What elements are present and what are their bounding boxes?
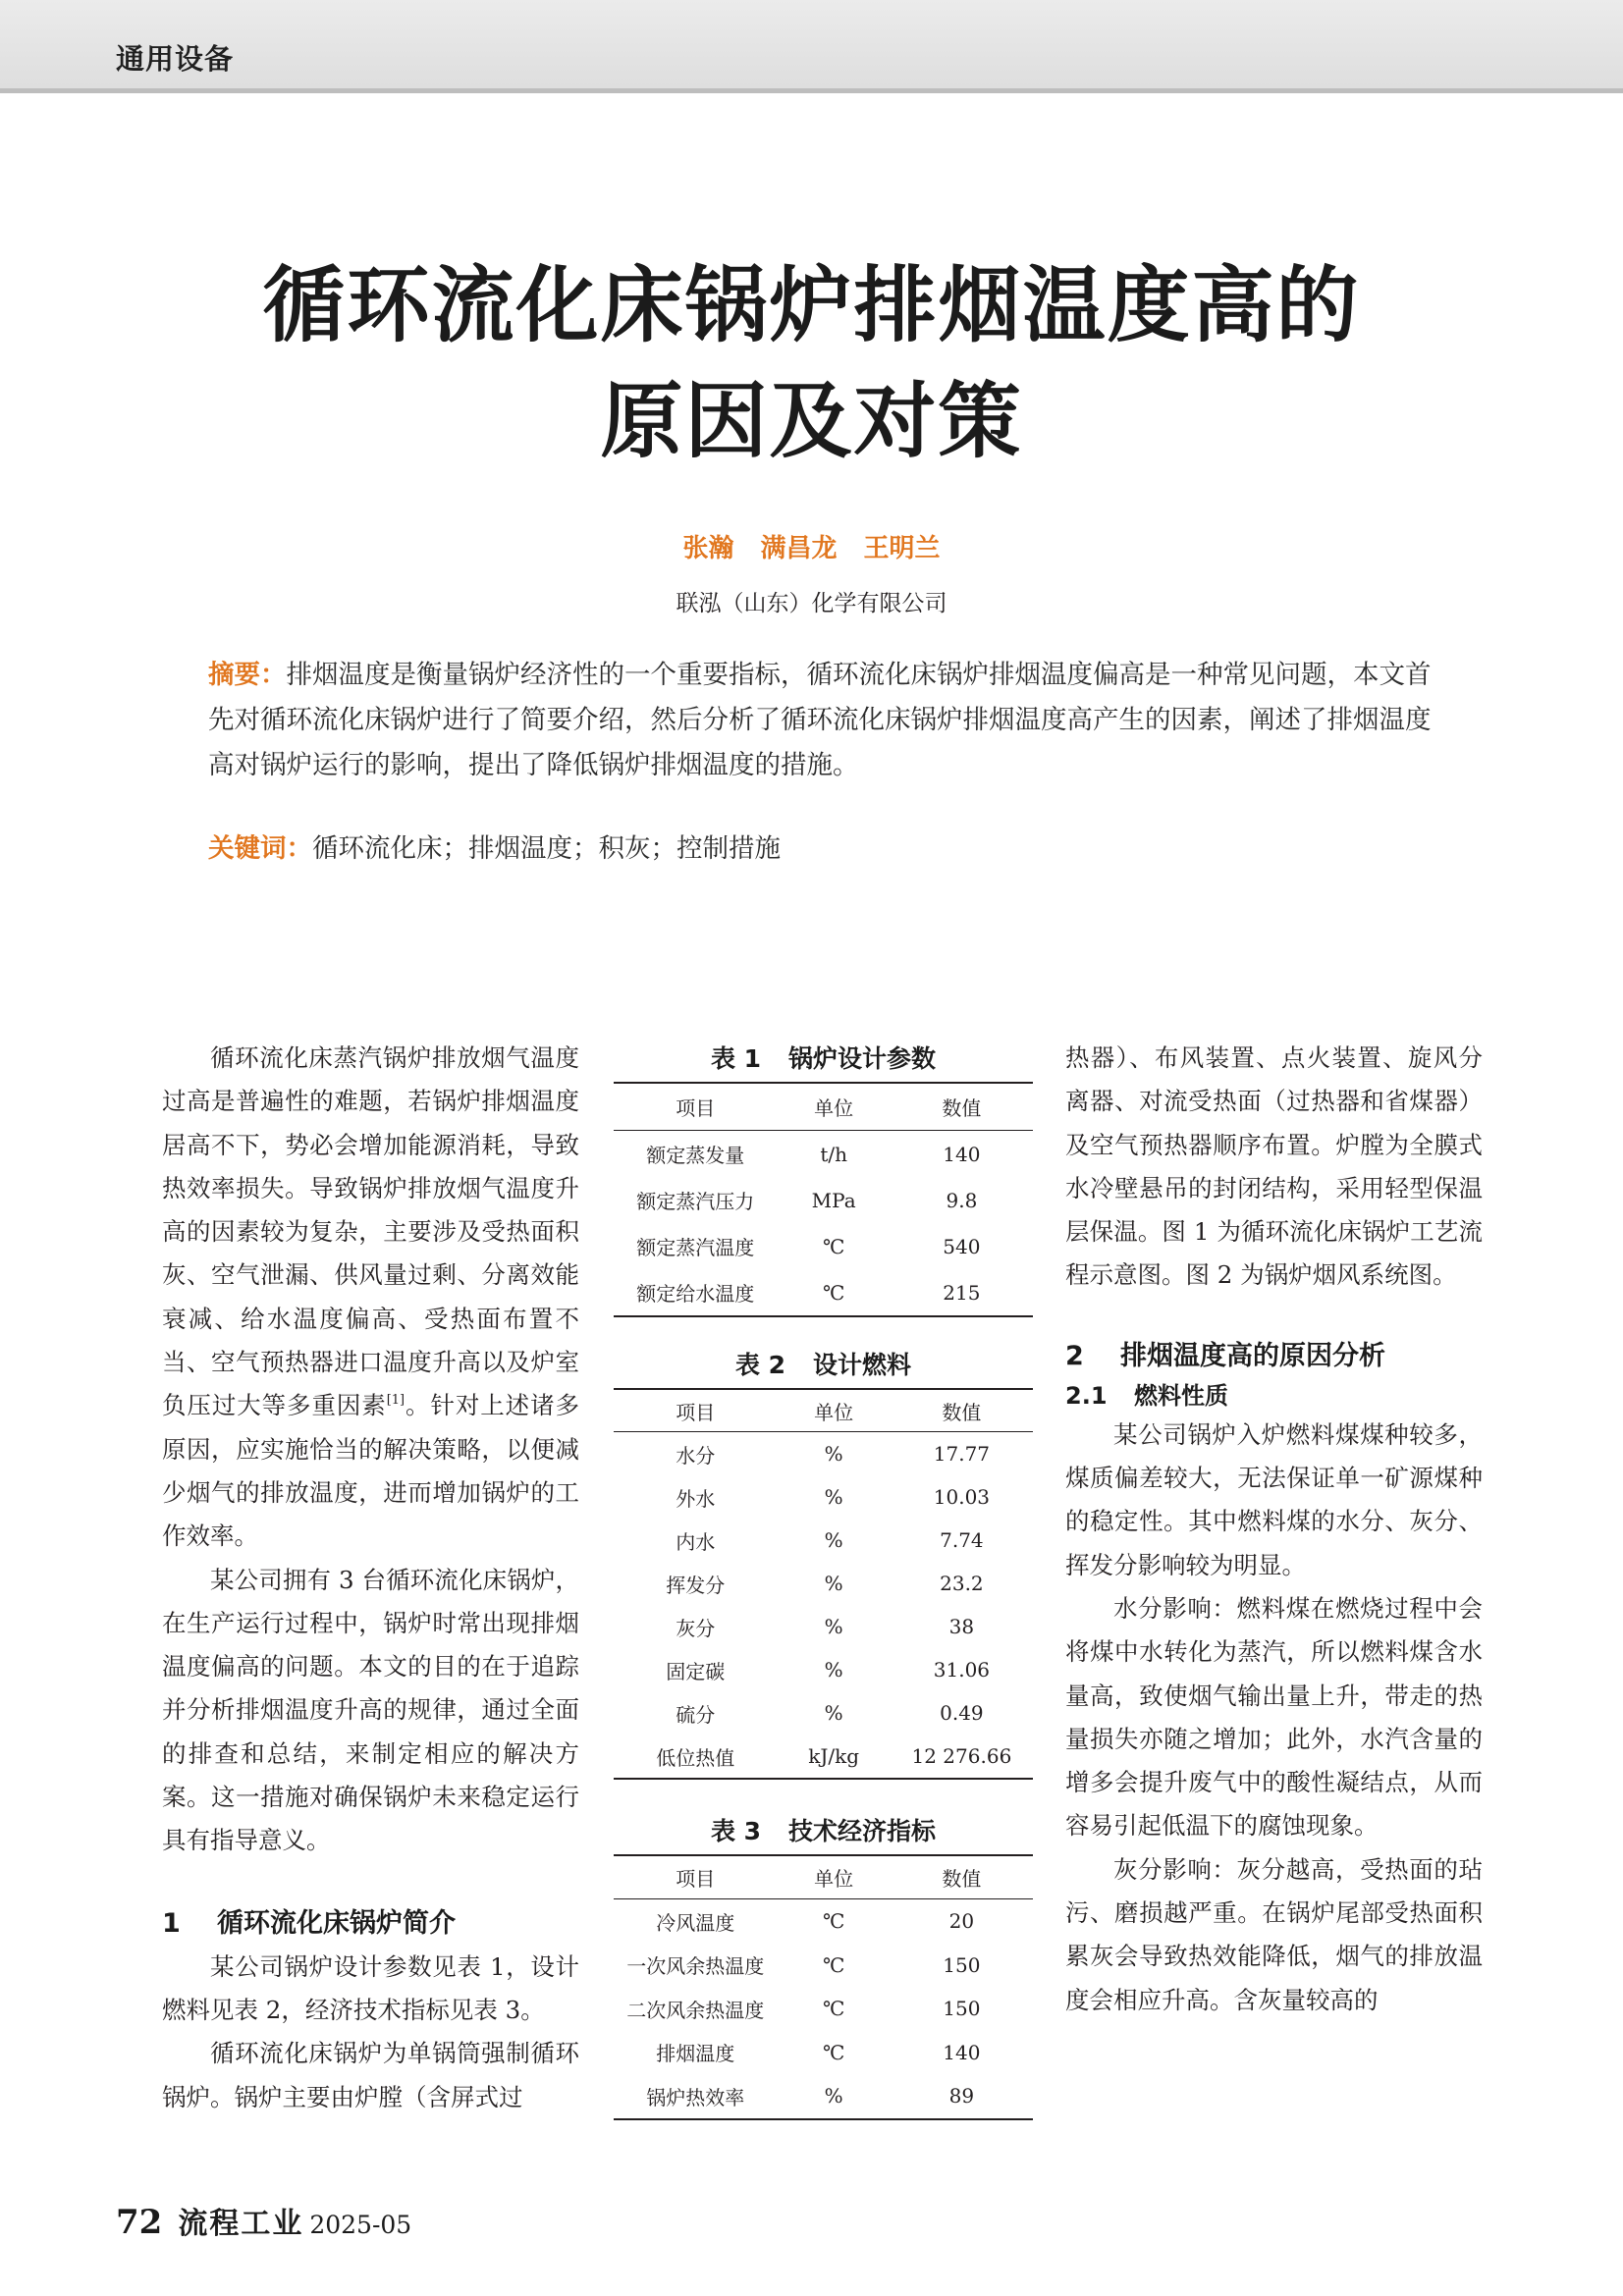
page-number: 72 <box>116 2203 163 2242</box>
table-cell: 215 <box>943 1280 981 1305</box>
paragraph: 灰分影响：灰分越高，受热面的玷污、磨损越严重。在锅炉尾部受热面积累灰会导致热效能降低，烟气的排放温度会相应升高。含灰量较高的 <box>1065 1854 1483 2014</box>
table-cell: 挥发分 <box>666 1573 726 1597</box>
table-cell: % <box>824 1528 843 1552</box>
table-cell: t/h <box>820 1142 847 1166</box>
table-cell: 150 <box>943 1997 981 2021</box>
table-cell: 二次风余热温度 <box>626 1998 765 2022</box>
table-cell: 31.06 <box>933 1658 991 1682</box>
table-cell: kJ/kg <box>808 1744 860 1768</box>
table-cell: ℃ <box>822 1234 845 1258</box>
paragraph: 循环流化床锅炉为单锅筒强制循环锅炉。锅炉主要由炉膛（含屏式过 <box>162 2039 579 2111</box>
title-line-1: 循环流化床锅炉排烟温度高的 <box>262 257 1361 353</box>
table-cell: 150 <box>943 1952 981 1977</box>
table-header-row <box>614 1855 1033 1899</box>
column-header: 项目 <box>614 1389 778 1432</box>
table-cell: 水分 <box>676 1443 716 1468</box>
subsection-heading-2-1 <box>1065 1378 1483 1414</box>
table-cell: 排烟温度 <box>656 2042 735 2066</box>
table-cell: % <box>824 1615 843 1638</box>
table-row <box>614 1987 1033 2031</box>
table-cell: % <box>824 1485 843 1509</box>
affiliation: 联泓（山东）化学有限公司 <box>676 591 947 616</box>
paragraph: 某公司锅炉入炉燃料煤煤种较多，煤质偏差较大，无法保证单一矿源煤种的稳定性。其中燃料煤的水分、灰分、挥发分影响较为明显。 <box>1065 1419 1483 1579</box>
table-row <box>614 1131 1033 1178</box>
column-header: 数值 <box>891 1083 1033 1131</box>
table-row <box>614 1691 1033 1735</box>
abstract <box>208 653 1445 788</box>
table-cell: 9.8 <box>946 1188 978 1212</box>
data-table <box>614 1388 1033 1780</box>
section-heading-2 <box>1065 1335 1483 1378</box>
table-cell: 140 <box>943 2040 981 2064</box>
column-header: 单位 <box>778 1855 891 1899</box>
table-caption-text: 设计燃料 <box>813 1351 912 1379</box>
table-cell: 外水 <box>676 1486 716 1511</box>
data-table <box>614 1082 1033 1317</box>
table-row <box>614 1519 1033 1562</box>
table-cell: % <box>824 2084 843 2109</box>
table-cell: 灰分 <box>676 1616 716 1640</box>
table-cell: 12 276.66 <box>911 1744 1012 1768</box>
table-cell: 额定蒸发量 <box>646 1144 745 1167</box>
table-cell: % <box>824 1701 843 1725</box>
column-header: 单位 <box>778 1389 891 1432</box>
table-row <box>614 1269 1033 1316</box>
table-cell: 140 <box>943 1142 981 1166</box>
table-1 <box>614 1037 1033 1317</box>
table-cell: 540 <box>943 1234 981 1258</box>
paragraph-text: 循环流化床蒸汽锅炉排放烟气温度过高是普遍性的难题，若锅炉排烟温度居高不下，势必会增加能源消耗，导致热效率损失。导致锅炉排放烟气温度升高的因素较为复杂，主要涉及受热面积灰、空气泄漏、供风量过剩、分离效能衰减、给水温度偏高、受热面布置不当、空气预热器进口温度升高以及炉室负压过大等多重因素 <box>162 1043 579 1420</box>
table-cell: 硫分 <box>676 1702 716 1727</box>
paragraph <box>162 1037 579 1559</box>
table-cell: ℃ <box>822 1997 845 2021</box>
section-number: 1 <box>162 1907 181 1939</box>
table-cell: 38 <box>948 1615 975 1638</box>
table-cell: ℃ <box>822 1280 845 1305</box>
table-row <box>614 1177 1033 1223</box>
paragraph: 某公司锅炉设计参数见表 1，设计燃料见表 2，经济技术指标见表 3。 <box>162 1951 579 2024</box>
section-title: 排烟温度高的原因分析 <box>1120 1340 1385 1371</box>
table-caption-text: 锅炉设计参数 <box>788 1044 937 1073</box>
table-cell: ℃ <box>822 2040 845 2064</box>
issue-date: 2025-05 <box>309 2211 412 2239</box>
table-caption <box>614 1343 1033 1388</box>
table-row <box>614 2031 1033 2075</box>
table-caption-number: 表 1 <box>710 1044 762 1073</box>
table-header-row <box>614 1389 1033 1432</box>
section-number: 2 <box>1065 1340 1084 1371</box>
table-row <box>614 2074 1033 2119</box>
table-cell: 10.03 <box>933 1485 991 1509</box>
column-header: 项目 <box>614 1083 778 1131</box>
page-footer <box>116 2199 411 2242</box>
section-title: 循环流化床锅炉简介 <box>217 1907 456 1939</box>
table-header-row <box>614 1083 1033 1131</box>
table-row <box>614 1562 1033 1605</box>
table-cell: 23.2 <box>940 1572 984 1595</box>
table-cell: 额定蒸汽压力 <box>636 1190 755 1213</box>
header-band <box>0 0 1623 93</box>
table-cell: 额定蒸汽温度 <box>636 1236 755 1259</box>
paragraph: 某公司拥有 3 台循环流化床锅炉，在生产运行过程中，锅炉时常出现排烟温度偏高的问题。本文的目的在于追踪并分析排烟温度升高的规律，通过全面的排查和总结，来制定相应的解决方案。这一措施对确保锅炉未来稳定运行具有指导意义。 <box>162 1565 579 1855</box>
abstract-label: 摘要： <box>208 660 287 690</box>
table-cell: % <box>824 1572 843 1595</box>
right-column <box>1065 1037 1483 2022</box>
subsection-title: 燃料性质 <box>1134 1381 1228 1410</box>
table-cell: 0.49 <box>940 1701 984 1725</box>
section-heading-1 <box>162 1902 579 1946</box>
table-cell: 低位热值 <box>656 1745 735 1770</box>
table-cell: % <box>824 1658 843 1682</box>
authors: 张瀚 满昌龙 王明兰 <box>682 534 941 563</box>
abstract-text: 排烟温度是衡量锅炉经济性的一个重要指标，循环流化床锅炉排烟温度偏高是一种常见问题，本文首先对循环流化床锅炉进行了简要介绍，然后分析了循环流化床锅炉排烟温度高产生的因素，阐述了排烟温度高对锅炉运行的影响，提出了降低锅炉排烟温度的措施。 <box>208 660 1432 780</box>
table-row <box>614 1899 1033 1944</box>
table-caption <box>614 1037 1033 1082</box>
table-cell: MPa <box>811 1188 856 1212</box>
table-2 <box>614 1343 1033 1780</box>
table-cell: 7.74 <box>940 1528 984 1552</box>
keywords-label: 关键词： <box>208 833 312 864</box>
subsection-number: 2.1 <box>1065 1381 1108 1410</box>
table-row <box>614 1475 1033 1519</box>
table-row <box>614 1944 1033 1988</box>
table-cell: 锅炉热效率 <box>646 2085 745 2109</box>
journal-name: 流程工业 <box>178 2207 304 2241</box>
table-caption-number: 表 3 <box>710 1817 762 1845</box>
data-table <box>614 1854 1033 2120</box>
table-caption <box>614 1809 1033 1854</box>
table-cell: 一次风余热温度 <box>626 1954 765 1979</box>
table-row <box>614 1648 1033 1691</box>
title-line-2: 原因及对策 <box>600 373 1023 469</box>
table-cell: 17.77 <box>933 1442 991 1466</box>
table-caption-text: 技术经济指标 <box>788 1817 937 1845</box>
table-cell: % <box>824 1442 843 1466</box>
table-cell: 89 <box>948 2084 975 2109</box>
citation-ref: [1] <box>386 1393 406 1409</box>
table-row <box>614 1223 1033 1269</box>
column-header: 项目 <box>614 1855 778 1899</box>
table-3 <box>614 1809 1033 2120</box>
column-header: 数值 <box>891 1855 1033 1899</box>
table-cell: ℃ <box>822 1952 845 1977</box>
paragraph: 热器）、布风装置、点火装置、旋风分离器、对流受热面（过热器和省煤器）及空气预热器顺序布置。炉膛为全膜式水冷壁悬吊的封闭结构，采用轻型保温层保温。图 1 为循环流化床锅炉工艺流程示意图。图 2 为锅炉烟风系统图。 <box>1065 1043 1483 1290</box>
table-row <box>614 1735 1033 1779</box>
keywords-text: 循环流化床；排烟温度；积灰；控制措施 <box>312 833 781 864</box>
left-column <box>162 1037 579 2119</box>
section-label: 通用设备 <box>116 42 235 76</box>
table-cell: ℃ <box>822 1909 845 1934</box>
table-cell: 20 <box>948 1909 975 1934</box>
paragraph-text: 。针对上述诸多原因，应实施恰当的解决策略，以便减少烟气的排放温度，进而增加锅炉的工作效率。 <box>162 1391 580 1551</box>
table-caption-number: 表 2 <box>734 1351 786 1379</box>
article-title <box>98 247 1525 479</box>
table-cell: 冷风温度 <box>656 1910 735 1935</box>
keywords <box>208 827 1445 872</box>
table-row <box>614 1605 1033 1648</box>
table-cell: 额定给水温度 <box>636 1282 755 1306</box>
paragraph: 水分影响：燃料煤在燃烧过程中会将煤中水转化为蒸汽，所以燃料煤含水量高，致使烟气输出量上升，带走的热量损失亦随之增加；此外，水汽含量的增多会提升废气中的酸性凝结点，从而容易引起低温下的腐蚀现象。 <box>1065 1593 1483 1841</box>
table-row <box>614 1432 1033 1476</box>
column-header: 数值 <box>891 1389 1033 1432</box>
column-header: 单位 <box>778 1083 891 1131</box>
table-cell: 内水 <box>676 1529 716 1554</box>
table-cell: 固定碳 <box>666 1659 726 1683</box>
